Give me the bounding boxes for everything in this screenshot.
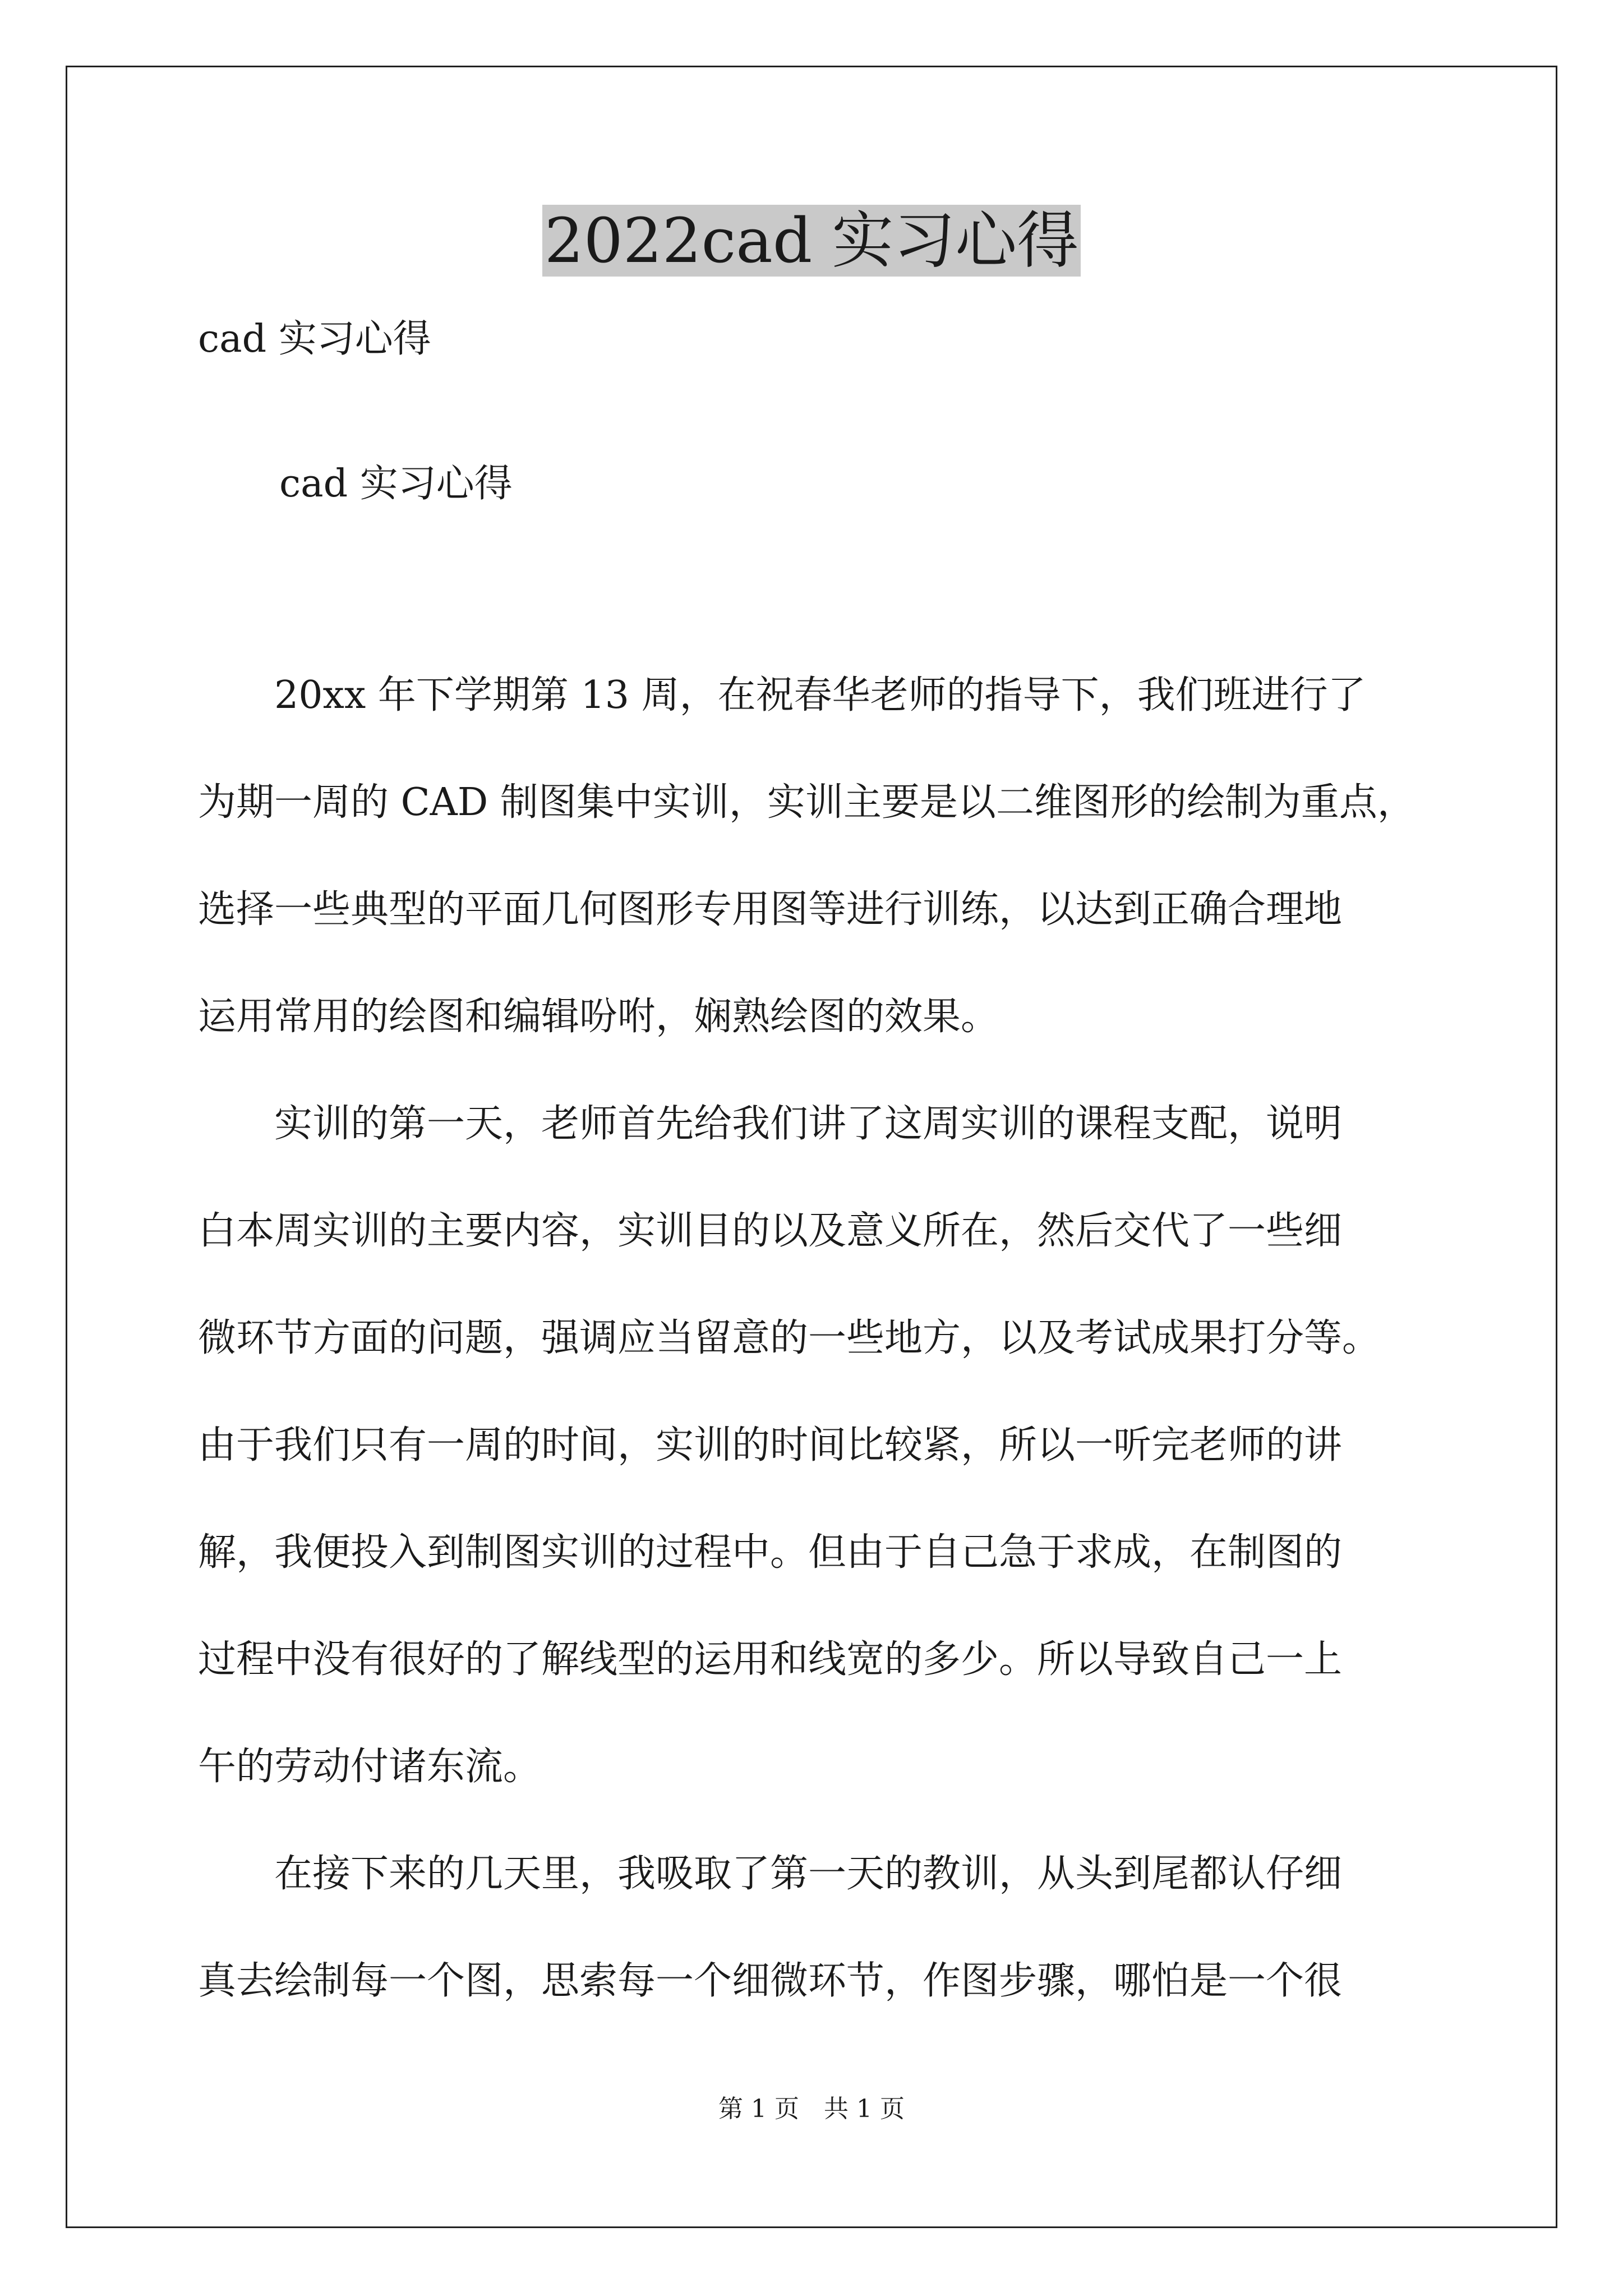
body-line: 运用常用的绘图和编辑吩咐，娴熟绘图的效果。 — [198, 995, 999, 1039]
document-subtitle-indented: cad 实习心得 — [279, 462, 513, 506]
body-line: 解，我便投入到制图实训的过程中。但由于自己急于求成，在制图的 — [198, 1530, 1343, 1575]
body-line: 真去绘制每一个图，思索每一个细微环节，作图步骤，哪怕是一个很 — [198, 1959, 1343, 2003]
body-line: 微环节方面的问题，强调应当留意的一些地方，以及考试成果打分等。 — [198, 1316, 1381, 1360]
body-line: 在接下来的几天里，我吸取了第一天的教训，从头到尾都认仔细 — [198, 1852, 1343, 1896]
body-line: 20xx 年下学期第 13 周，在祝春华老师的指导下，我们班进行了 — [198, 673, 1366, 717]
page-footer: 第 1 页 共 1 页 — [718, 2095, 905, 2123]
document-title: 2022cad 实习心得 — [542, 205, 1081, 277]
body-line: 由于我们只有一周的时间，实训的时间比较紧，所以一听完老师的讲 — [198, 1423, 1343, 1467]
body-line: 白本周实训的主要内容，实训目的以及意义所在，然后交代了一些细 — [198, 1209, 1343, 1253]
body-line: 过程中没有很好的了解线型的运用和线宽的多少。所以导致自己一上 — [198, 1637, 1343, 1682]
body-line: 午的劳动付诸东流。 — [198, 1745, 542, 1789]
title-container — [0, 205, 1623, 277]
body-line: 选择一些典型的平面几何图形专用图等进行训练，以达到正确合理地 — [198, 887, 1343, 932]
document-subtitle: cad 实习心得 — [198, 317, 431, 361]
body-line: 为期一周的 CAD 制图集中实训，实训主要是以二维图形的绘制为重点， — [198, 780, 1415, 825]
body-text — [198, 670, 1471, 2063]
body-line: 实训的第一天，老师首先给我们讲了这周实训的课程支配，说明 — [198, 1102, 1343, 1146]
